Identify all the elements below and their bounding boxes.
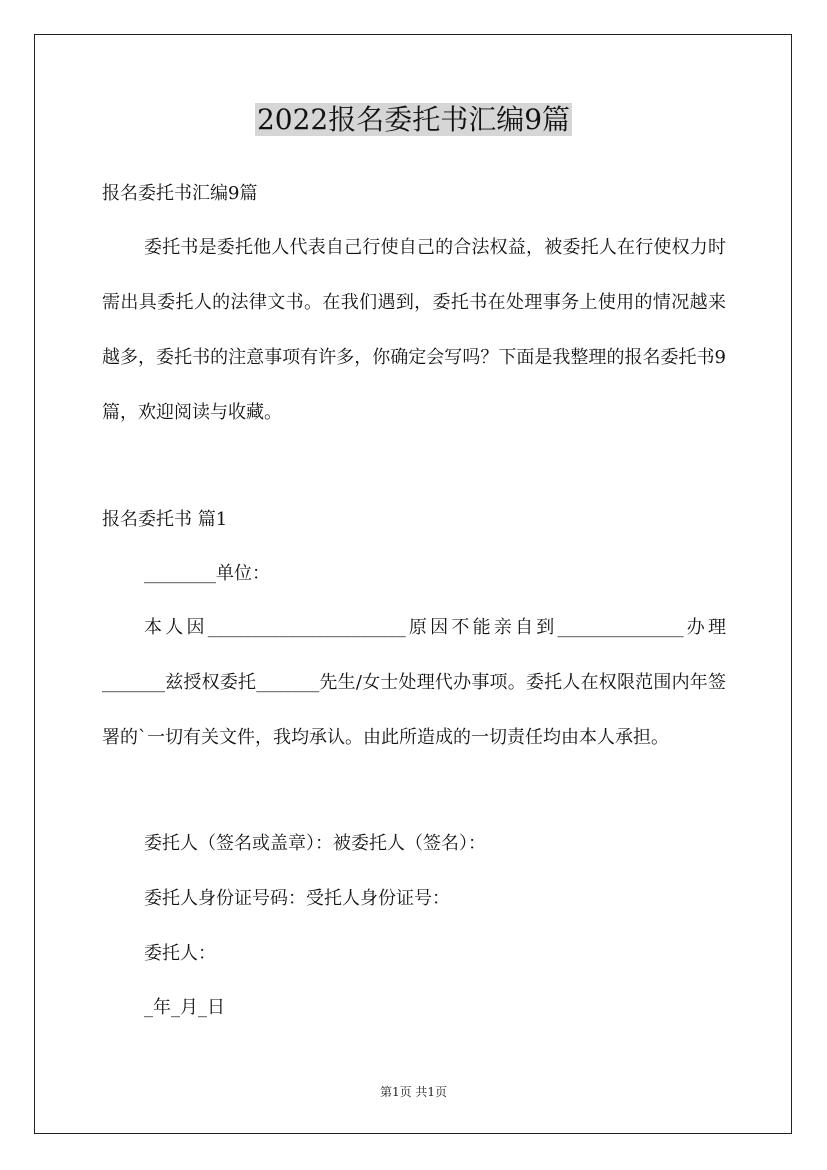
authorization-paragraph: 本人因______________________原因不能亲自到______________办理_______兹授权委托_______先生/女士处理代办事项。委托人在权限范围内年签署的`一切有关文件，我均承认。由此所造成的一切责任均由本人承担。: [102, 617, 726, 748]
page-footer: 第1页 共1页: [379, 1085, 448, 1099]
signature-line: 委托人（签名或盖章）：被委托人（签名）：: [144, 833, 486, 854]
intro-paragraph: 委托书是委托他人代表自己行使自己的合法权益，被委托人在行使权力时需出具委托人的法律文书。在我们遇到，委托书在处理事务上使用的情况越来越多，委托书的注意事项有许多，你确定会写吗？下面是我整理的报名委托书9篇，欢迎阅读与收藏。: [102, 237, 726, 423]
date-line: _年_月_日: [144, 997, 225, 1018]
document-title: [0, 100, 827, 140]
document-title-text: 2022报名委托书汇编9篇: [256, 103, 571, 136]
document-subtitle: 报名委托书汇编9篇: [102, 183, 258, 204]
principal-line: 委托人：: [144, 943, 216, 964]
id-number-line: 委托人身份证号码：受托人身份证号：: [144, 888, 450, 909]
section-heading: 报名委托书 篇1: [102, 509, 228, 530]
unit-line: ________单位：: [144, 563, 270, 584]
